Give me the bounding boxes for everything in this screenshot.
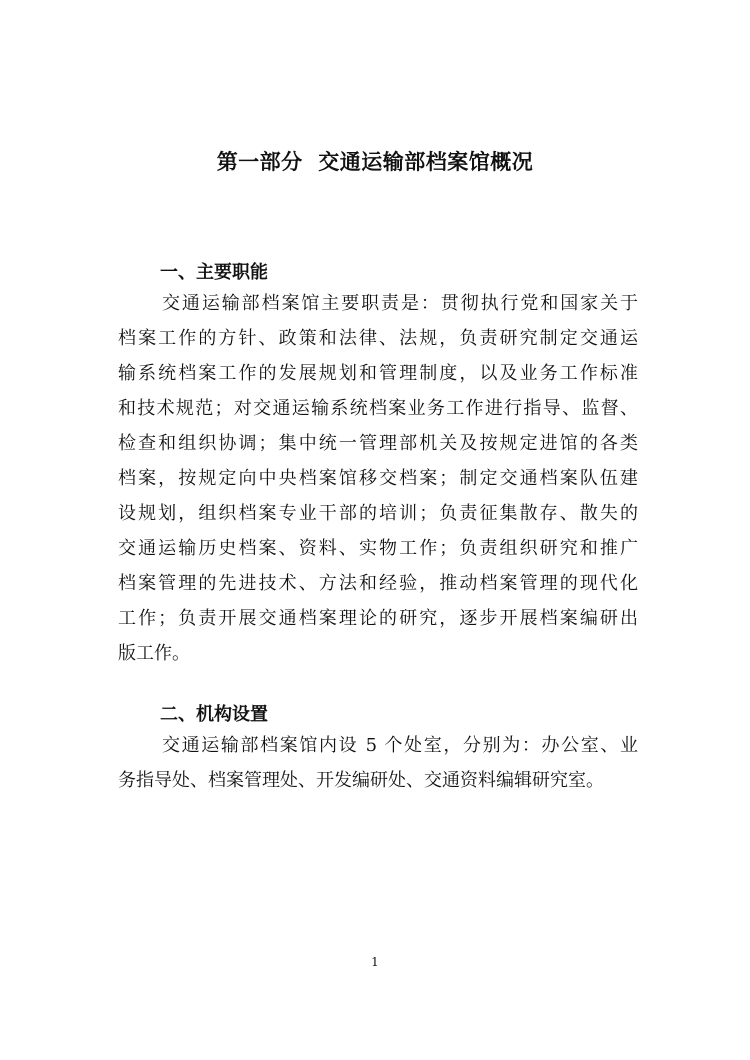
paragraph-line: 输系统档案工作的发展规划和管理制度，以及业务工作标准 xyxy=(118,363,638,384)
section-heading-main-functions: 一、主要职能 xyxy=(160,262,268,283)
paragraph-line: 工作；负责开展交通档案理论的研究，逐步开展档案编研出 xyxy=(118,608,638,629)
section-heading-organization: 二、机构设置 xyxy=(160,704,268,725)
paragraph-line: 档案管理的先进技术、方法和经验，推动档案管理的现代化 xyxy=(118,573,638,594)
page-title: 第一部分 交通运输部档案馆概况 xyxy=(216,150,534,174)
paragraph-line: 交通运输部档案馆内设 5 个处室，分别为：办公室、业 xyxy=(162,735,638,756)
paragraph-line: 和技术规范；对交通运输系统档案业务工作进行指导、监督、 xyxy=(118,398,638,419)
paragraph-line: 检查和组织协调；集中统一管理部机关及按规定进馆的各类 xyxy=(118,433,638,454)
paragraph-line: 档案，按规定向中央档案馆移交档案；制定交通档案队伍建 xyxy=(118,468,638,489)
paragraph-line: 版工作。 xyxy=(118,643,190,664)
page-number: 1 xyxy=(371,955,379,969)
paragraph-line: 设规划，组织档案专业干部的培训；负责征集散存、散失的 xyxy=(118,503,638,524)
paragraph-line: 档案工作的方针、政策和法律、法规，负责研究制定交通运 xyxy=(118,328,638,349)
paragraph-line: 交通运输部档案馆主要职责是：贯彻执行党和国家关于 xyxy=(162,293,638,314)
paragraph-line: 交通运输历史档案、资料、实物工作；负责组织研究和推广 xyxy=(118,538,638,559)
paragraph-line: 务指导处、档案管理处、开发编研处、交通资料编辑研究室。 xyxy=(118,770,604,791)
